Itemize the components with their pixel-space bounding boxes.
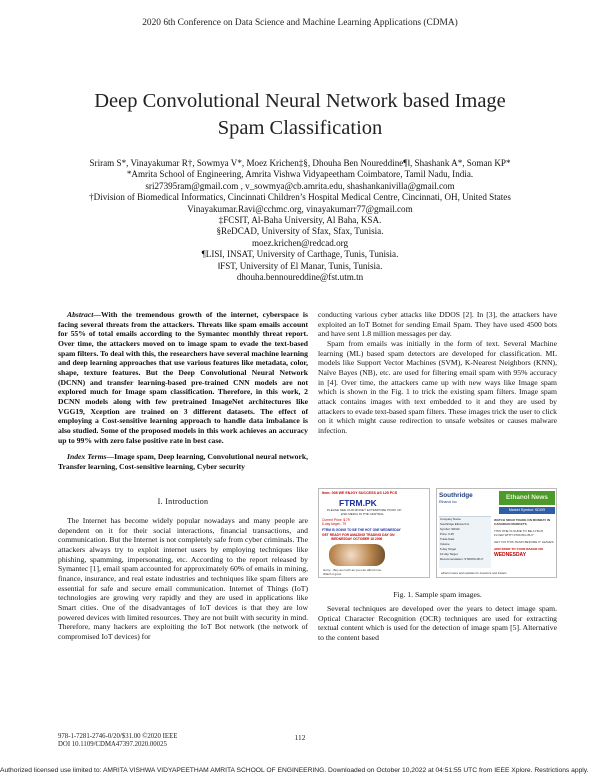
email-line: moez.krichen@redcad.org — [251, 237, 349, 248]
img2-news: CANADIAN MARKETS — [494, 522, 527, 526]
img2-row: Price: 0.45 — [440, 532, 454, 536]
img2-row: Symbol: SDGR — [440, 527, 460, 531]
conference-header: 2020 6th Conference on Data Science and Machine Learning Applications (CDMA) — [142, 18, 458, 28]
paragraph: Spam from emails was initially in the form of text. Several Machine learning (ML) based spam detectors are developed for classification. ML models like Support Vector Machines (SVM), K-Nearest Neighbors (KNN), Naïve Bayes (NB), etc. are used for filtering email spam with 95% accuracy in [4]. Over time, the attackers came up with new ways like Image spam which is shown in the Fig. 1 to trick the existing spam filters. Image spam attack contains images with text embedded to it and they are used by attackers to evade text-based spam filters. These images trick the user to click on it which might cause redirection to unsafe websites or causes malware infection. — [318, 338, 557, 435]
page-footer — [58, 733, 358, 750]
index-terms-label: Index Terms — [67, 452, 107, 461]
title-line-2: Spam Classification — [217, 117, 383, 139]
license-notice: Authorized licensed use limited to: AMRITA VISHWA VIDYAPEETHAM AMRITA SCHOOL OF ENGINEERING. Downloaded on October 10,2022 at 04:51:55 UTC from IEEE Xplore. Restrictions apply. — [0, 767, 589, 774]
watch-image — [329, 544, 385, 566]
img1-sub2: ESD MEDIA IN THE CENTRAL — [341, 512, 385, 516]
email-line: dhouha.bennoureddine@fst.utm.tn — [236, 272, 364, 283]
img1-sub1: PLEASE SEE OUR MONEY EXTEMPORE HOOK UP — [327, 508, 402, 512]
img2-market: Market Symbol: SDGR — [499, 507, 555, 514]
img2-row: Recommendation: STRONG BUY — [440, 557, 484, 561]
img1-cta1: GET READY FOR AMAZING TRADING DAY ON — [322, 533, 395, 537]
isbn-line: 978-1-7281-2746-0/20/$31.00 ©2020 IEEE — [58, 733, 178, 740]
affiliation-line: †Division of Biomedical Informatics, Cincinnati Children’s Hospital Medical Centre, Cincinnati, OH, United States — [89, 192, 511, 203]
img2-news: WATCH SDGR TRADE ON MONDAY IN — [494, 518, 551, 522]
right-column-body — [318, 310, 557, 436]
img1-cta2: WEDNESDAY OCTOBER 18 2006 — [331, 537, 383, 541]
img1-banner: FTRM.PK — [339, 498, 377, 508]
affiliation-line: ¶LISI, INSAT, University of Carthage, Tunis, Tunisia. — [201, 249, 399, 260]
figure-caption: Fig. 1. Sample spam images. — [393, 590, 482, 599]
img2-brand-sub: Ethanol Inc — [439, 500, 457, 504]
index-terms-text: —Image spam, Deep learning, Convolutional neural network, Transfer learning, Cost-sensitive learning, Cyber security — [58, 452, 308, 471]
img1-target: 5-day target: .79 — [322, 522, 347, 526]
img2-brand: Southridge — [439, 492, 473, 499]
img2-green-box: Ethanol News — [499, 491, 555, 505]
index-terms — [58, 452, 308, 471]
spam-image-ethanol — [436, 488, 557, 578]
img2-bottom: ethanol news and updates for investors and traders — [441, 571, 507, 575]
affiliation-line: *Amrita School of Engineering, Amrita Vishwa Vidyapeetham Coimbatore, Tamil Nadu, India. — [126, 169, 474, 180]
img2-row: Trade Date — [440, 537, 455, 541]
affiliation-line: §ReDCAD, University of Sfax, Sfax, Tunisia. — [216, 226, 384, 237]
page-number: 112 — [294, 733, 306, 742]
img1-top: Item: 008 WE ENJOY SUCCESS AS 125 PCS — [322, 491, 398, 495]
email-line: sri27395ram@gmail.com , v_sowmya@cb.amrita.edu, shashankanivilla@gmail.com — [145, 180, 455, 191]
img2-row: 5-day Target — [440, 547, 457, 551]
img1-footer2: Watch it grow. — [323, 572, 342, 576]
spam-image-stock-tip — [318, 488, 430, 578]
img2-row: Southridge Ethanol Inc — [440, 522, 470, 526]
email-line: Vinayakumar.Ravi@cchmc.org, vinayakumarr77@gmail.com — [187, 203, 413, 214]
affiliation-line: ‖FST, University of El Manar, Tunis, Tunisia. — [217, 260, 383, 271]
section-heading: I. Introduction — [157, 497, 209, 506]
affiliation-line: ‡FCSIT, Al-Baha University, Al Baha, KSA. — [218, 215, 382, 226]
abstract — [58, 310, 308, 445]
img2-row: Company Name — [440, 517, 461, 521]
paragraph: The Internet has become widely popular nowadays and many people are dependent on it for their social interactions, financial transactions, and communication. But the Internet is not completely safe from cyber criminals. The attackers always try to exploit internet users by employing techniques like phishing, spamming, impersonating, etc. According to the report released by Symantec [1], email spam accounted for approximately 60% of emails in mining, finance, insurance, and real estate industries and techniques like spam filters are essential for safe and secure email communication. Internet of Things (IoT) technologies are growing very rapidly and they are used in applications like Smart cities. One of the disadvantages of IoT devices is that they are low powered devices with limited resources. They are not built with security in mind. Therefore, many hackers are exploiting the IoT Bot network (the network of compromised IoT devices) for — [58, 516, 308, 641]
img2-news: THIS ONE IS SURE TO BE A HIGH — [494, 529, 544, 533]
abstract-label: Abstract — [67, 310, 94, 319]
img2-news: GET ON THIS TRAIN BEFORE IT LEAVES — [494, 540, 554, 544]
title-line-1: Deep Convolutional Neural Network based Image — [94, 90, 506, 112]
paragraph: conducting various cyber attacks like DDOS [2]. In [3], the attackers have exploited an IoT Botnet for sending Email Spam. They have used 4500 bots and have sent 1.8 million messages per day. — [318, 310, 557, 339]
img2-news: WEDNESDAY — [494, 552, 527, 558]
img2-news: ADD SDGR TO YOUR RADAR ON — [494, 547, 543, 551]
doi-line: DOI 10.1109/CDMA47397.2020.00025 — [58, 741, 167, 749]
author-names: Sriram S*, Vinayakumar R†, Sowmya V*, Moez Krichen‡§, Dhouha Ben Noureddine¶‖, Shashank A*, Soman KP* — [89, 158, 511, 168]
img1-footer1: Hurry... Buy as much as you can afford now. — [323, 568, 382, 572]
img1-alert: FTRM IS GOING TO BE THE HOT ONE WEDNESDAY — [322, 528, 401, 532]
paper-title — [40, 88, 560, 142]
img2-row: Volume — [440, 542, 450, 546]
paragraph: Several techniques are developed over the years to detect image spam. Optical Character Recognition (OCR) techniques are used for extracting textual content which is used for the detection of image spam [5]. Alternative to the content based — [318, 604, 557, 642]
figure-sample-spam-images — [318, 488, 557, 578]
img2-news: FLYER WITH STRONG BUY — [494, 533, 534, 537]
left-column-body — [58, 516, 308, 642]
img1-price: Current Price: $.79 — [322, 518, 350, 522]
author-block — [30, 158, 570, 283]
right-column-body-lower — [318, 604, 557, 643]
img2-row: 10-day Target — [440, 552, 458, 556]
abstract-text: —With the tremendous growth of the internet, cyberspace is facing several threats from the attackers. Threats like spam emails account for 55% of total emails according to the Symantec monthly threat report. Over time, the attackers moved on to image spam to evade the text-based spam filters. To deal with this, the researchers have several machine learning and deep learning approaches that use various features like metadata, color, shape, texture features. But the Deep Convolutional Neural Network (DCNN) and transfer learning-based pre-trained CNN models are not explored much for Image spam classification. Therefore, in this work, 2 DCNN models along with few pretrained ImageNet architectures like VGG19, Xception are trained on 3 different datasets. The effect of employing a Cost-sensitive learning approach to handle data imbalance is also studied. Some of the proposed models in this work achieves an accuracy up to 99% with zero false positive rate in best case. — [58, 310, 308, 445]
